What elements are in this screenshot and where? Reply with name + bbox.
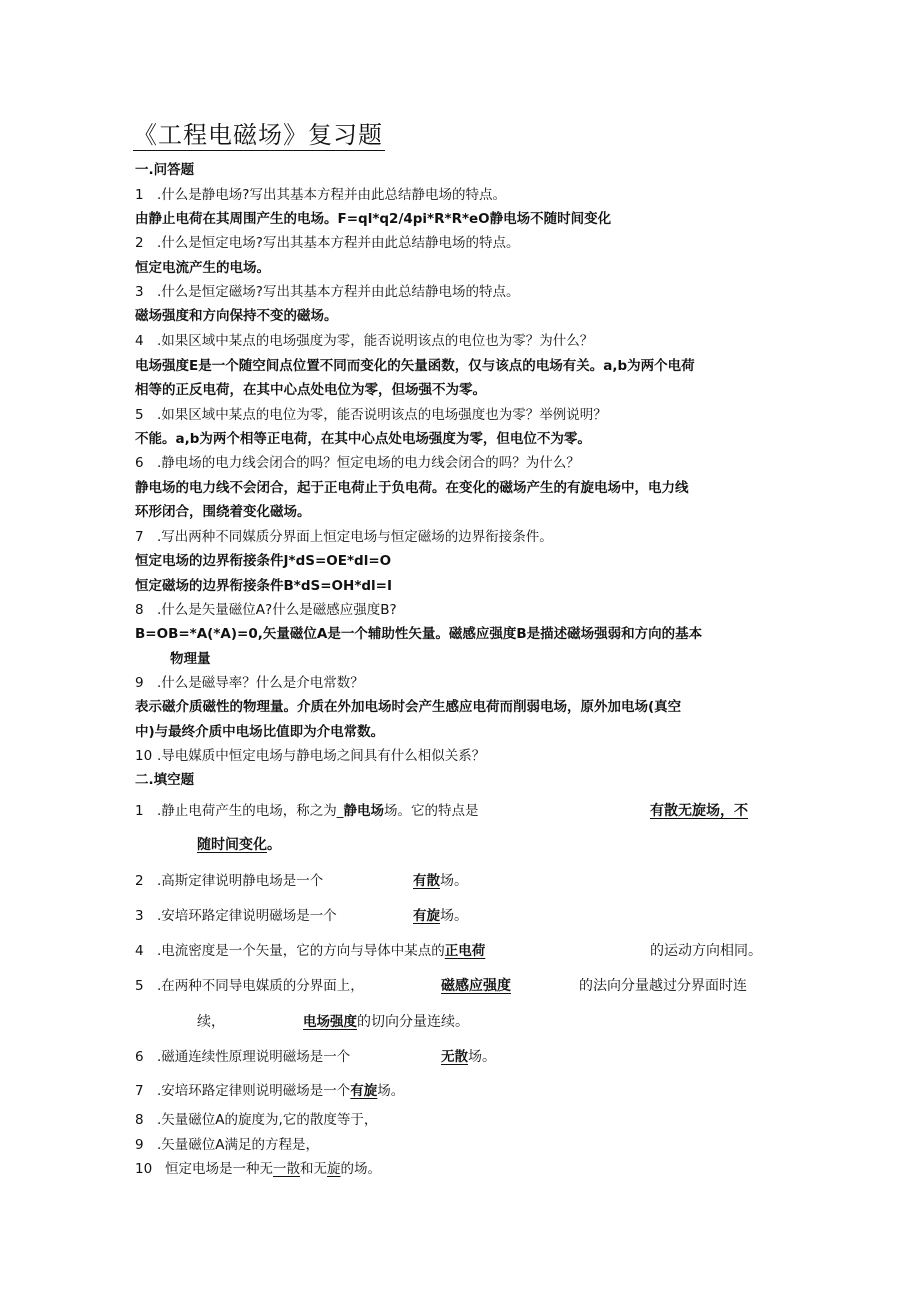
title-underline xyxy=(133,150,385,151)
answer-4-line-1: 电场强度E是一个随空间点位置不同而变化的矢量函数，仅与该点的电场有关。a,b为两个电荷 xyxy=(135,358,695,374)
question-2: 2 .什么是恒定电场?写出其基本方程并由此总结静电场的特点。 xyxy=(135,235,520,251)
question-5: 5 .如果区域中某点的电位为零，能否说明该点的电场强度也为零？举例说明？ xyxy=(135,407,607,423)
answer-7-line-1: 恒定电场的边界衔接条件J*dS=OE*dl=O xyxy=(135,553,392,569)
question-7: 7 .写出两种不同媒质分界面上恒定电场与恒定磁场的边界衔接条件。 xyxy=(135,529,553,545)
question-4: 4 .如果区域中某点的电场强度为零，能否说明该点的电位也为零？为什么？ xyxy=(135,333,594,349)
answer-8-line-1: B=OB=*A(*A)=0,矢量磁位A是一个辅助性矢量。磁感应强度B是描述磁场强弱和方向的基本 xyxy=(135,626,703,642)
fill-4-tail: 的运动方向相同。 xyxy=(650,943,762,959)
section-heading-fill: 二.填空题 xyxy=(135,772,195,788)
fill-7: 7 .安培环路定律则说明磁场是一个有旋场。 xyxy=(135,1083,405,1099)
fill-10-answer-1: 一散 xyxy=(273,1161,300,1177)
answer-6-line-1: 静电场的电力线不会闭合，起于正电荷止于负电荷。在变化的磁场产生的有旋电场中，电力线 xyxy=(135,480,689,496)
answer-9-line-1: 表示磁介质磁性的物理量。介质在外加电场时会产生感应电荷而削弱电场，原外加电场(真空 xyxy=(135,699,682,715)
fill-1-answer-2: 有散无旋场，不 xyxy=(650,803,748,819)
answer-8-line-2: 物理量 xyxy=(170,651,211,667)
fill-6-answer: 无散 xyxy=(441,1049,468,1065)
question-8: 8 .什么是矢量磁位A?什么是磁感应强度B? xyxy=(135,602,397,618)
answer-2-line-1: 恒定电流产生的电场。 xyxy=(135,260,270,276)
fill-3-answer: 有旋 xyxy=(413,908,440,924)
fill-3-tail: 有旋场。 xyxy=(413,908,468,924)
fill-5-cont-2: 电场强度的切向分量连续。 xyxy=(303,1014,469,1030)
fill-9: 9 .矢量磁位A满足的方程是， xyxy=(135,1137,320,1153)
fill-4-answer: 正电荷 xyxy=(444,943,486,959)
fill-5-cont: 续， xyxy=(197,1014,225,1030)
fill-5-tail: 的法向分量越过分界面时连 xyxy=(579,978,747,994)
fill-1-answer-3: 随时间变化 xyxy=(197,837,267,853)
answer-6-line-2: 环形闭合，围绕着变化磁场。 xyxy=(135,504,311,520)
answer-3-line-1: 磁场强度和方向保持不变的磁场。 xyxy=(135,308,338,324)
answer-1-line-1: 由静止电荷在其周围产生的电场。F=ql*q2/4pi*R*R*eO静电场不随时间变化 xyxy=(135,211,612,227)
question-3: 3 .什么是恒定磁场?写出其基本方程并由此总结静电场的特点。 xyxy=(135,284,520,300)
fill-5-answer-2: 电场强度 xyxy=(303,1014,357,1030)
answer-7-line-2: 恒定磁场的边界衔接条件B*dS=OH*dl=I xyxy=(135,578,393,594)
section-heading-qa: 一.问答题 xyxy=(135,162,195,178)
fill-6-tail: 无散场。 xyxy=(441,1049,496,1065)
fill-3: 3 .安培环路定律说明磁场是一个 xyxy=(135,908,337,924)
answer-4-line-2: 相等的正反电荷，在其中心点处电位为零，但场强不为零。 xyxy=(135,382,486,398)
question-10: 10 .导电媒质中恒定电场与静电场之间具有什么相似关系？ xyxy=(135,748,486,764)
fill-1: 1 .静止电荷产生的电场，称之为_静电场场。它的特点是 xyxy=(135,803,479,819)
fill-1-answer-1: 静电场 xyxy=(343,803,385,819)
question-1: 1 .什么是静电场?写出其基本方程并由此总结静电场的特点。 xyxy=(135,187,506,203)
fill-1-cont: 随时间变化。 xyxy=(197,837,281,853)
fill-2-answer: 有散 xyxy=(413,873,440,889)
fill-2-tail: 有散场。 xyxy=(413,873,468,889)
answer-9-line-2: 中)与最终介质中电场比值即为介电常数。 xyxy=(135,724,385,740)
fill-10: 10 恒定电场是一种无一散和无旋的场。 xyxy=(135,1161,381,1177)
page-title: 《工程电磁场》复习题 xyxy=(133,121,383,149)
fill-6: 6 .磁通连续性原理说明磁场是一个 xyxy=(135,1049,351,1065)
fill-7-answer: 有旋 xyxy=(350,1083,378,1099)
fill-5-answer-1: 磁感应强度 xyxy=(441,978,511,994)
fill-10-answer-2: 旋 xyxy=(327,1161,341,1177)
question-9: 9 .什么是磁导率？什么是介电常数？ xyxy=(135,675,364,691)
fill-2: 2 .高斯定律说明静电场是一个 xyxy=(135,873,324,889)
answer-5-line-1: 不能。a,b为两个相等正电荷，在其中心点处电场强度为零，但电位不为零。 xyxy=(135,431,591,447)
fill-8: 8 .矢量磁位A的旋度为,它的散度等于， xyxy=(135,1112,378,1128)
fill-4: 4 .电流密度是一个矢量，它的方向与导体中某点的正电荷 xyxy=(135,943,486,959)
question-6: 6 .静电场的电力线会闭合的吗？恒定电场的电力线会闭合的吗？为什么？ xyxy=(135,455,580,471)
fill-5: 5 .在两种不同导电媒质的分界面上， xyxy=(135,978,364,994)
